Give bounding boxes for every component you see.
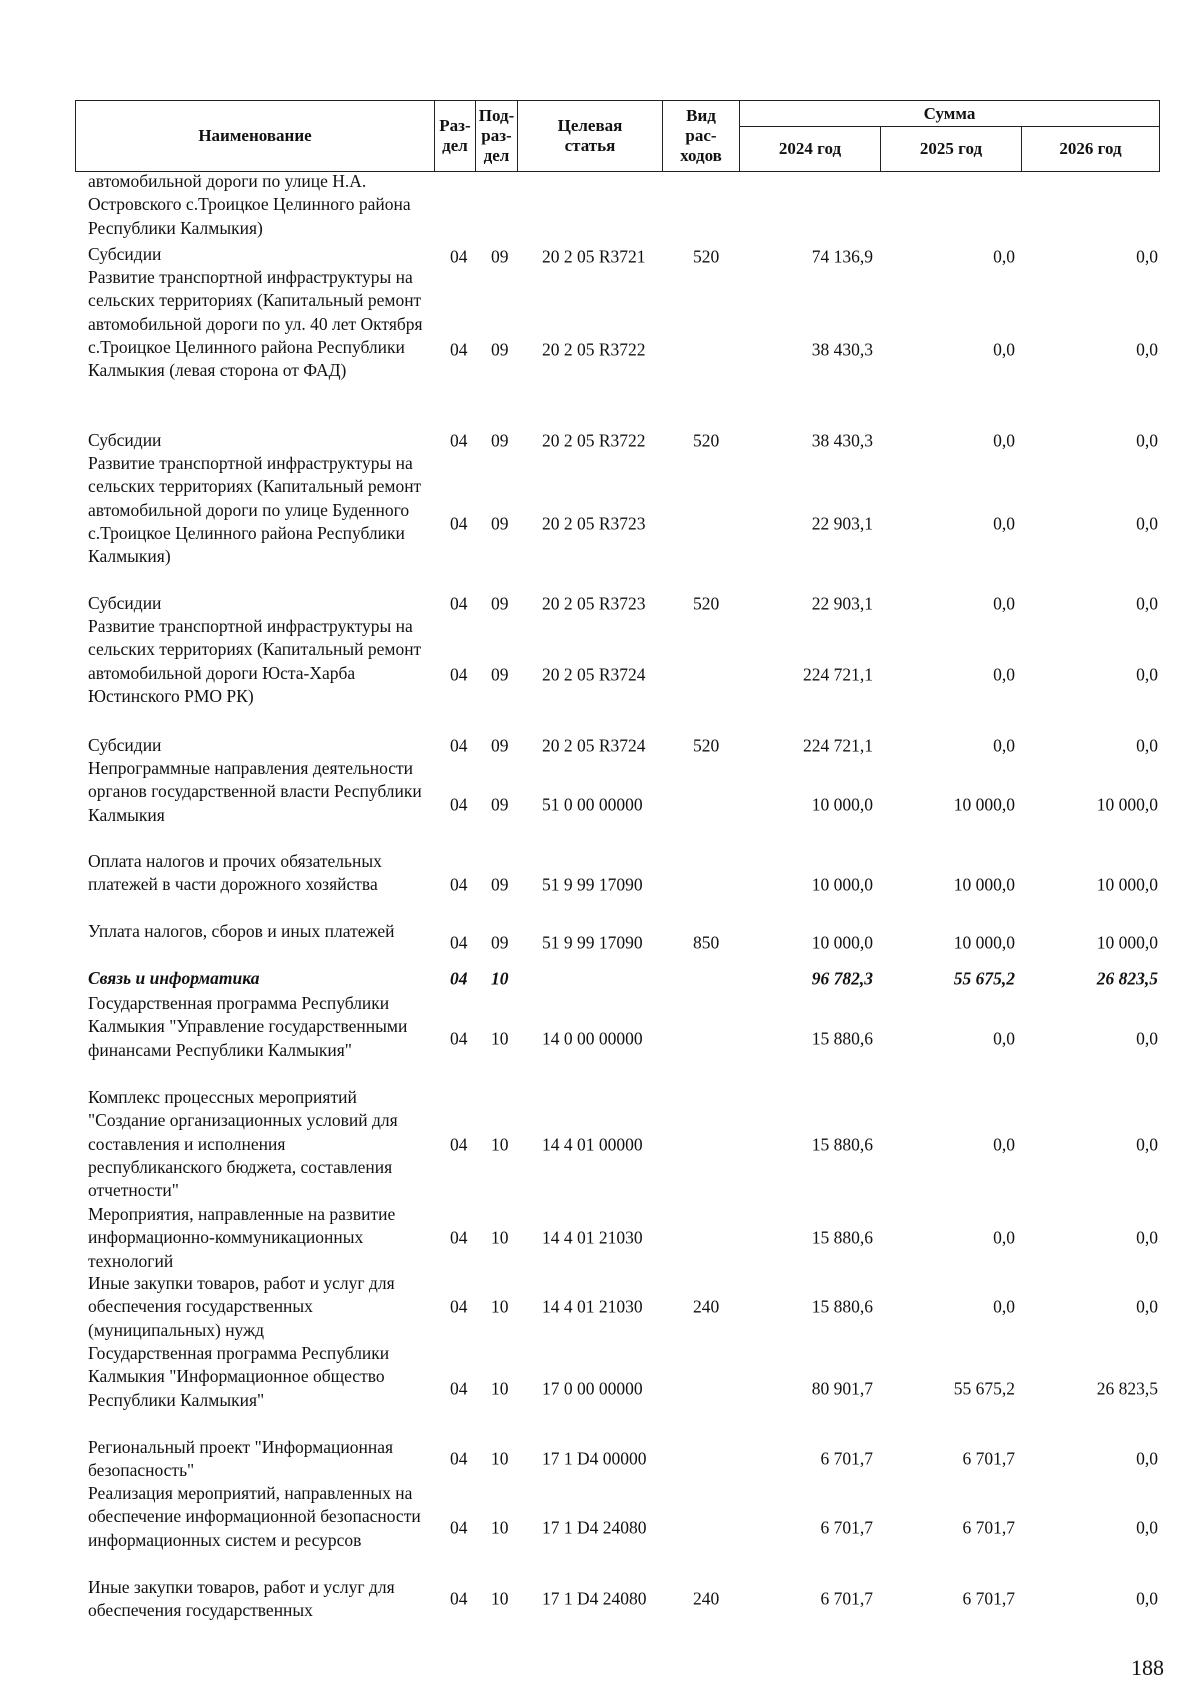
row-podrazdel: 10: [491, 1378, 509, 1399]
header-year-2024-text: 2024 год: [778, 138, 842, 158]
row-name: Иные закупки товаров, работ и услуг для обеспечения государственных (муниципальных) нужд: [88, 1273, 395, 1340]
row-sum-2024: 96 782,3: [811, 968, 873, 989]
row-sum-2026: 0,0: [1136, 1134, 1158, 1155]
row-name: Реализация мероприятий, направленных на обеспечение информационной безопасности информационных систем и ресурсов: [88, 1483, 421, 1550]
row-podrazdel: 10: [491, 1296, 509, 1317]
row-sum-2024: 74 136,9: [811, 246, 873, 267]
row-razdel: 04: [450, 1378, 468, 1399]
row-razdel: 04: [450, 1588, 468, 1609]
row-vid: 240: [693, 1296, 720, 1317]
row-podrazdel: 09: [491, 430, 509, 451]
row-sum-2024: 15 880,6: [811, 1296, 873, 1317]
row-sum-2026: 0,0: [1136, 1517, 1158, 1538]
row-celevaya: 14 4 01 21030: [542, 1227, 643, 1248]
row-celevaya: 14 4 01 21030: [542, 1296, 643, 1317]
row-name: Иные закупки товаров, работ и услуг для обеспечения государственных: [88, 1577, 395, 1621]
header-summa: [740, 101, 1159, 127]
row-sum-2025: 6 701,7: [962, 1588, 1015, 1609]
row-razdel: 04: [450, 794, 468, 815]
row-podrazdel: 09: [491, 874, 509, 895]
row-podrazdel: 09: [491, 932, 509, 953]
row-sum-2025: 0,0: [993, 1296, 1015, 1317]
row-sum-2024: 80 901,7: [811, 1378, 873, 1399]
row-razdel: 04: [450, 932, 468, 953]
header-vid-text: Вид рас- ходов: [680, 106, 722, 165]
row-sum-2025: 6 701,7: [962, 1448, 1015, 1469]
header-name: [76, 101, 435, 171]
row-sum-2024: 38 430,3: [811, 430, 873, 451]
row-sum-2026: 10 000,0: [1096, 932, 1158, 953]
header-podrazdel: [476, 101, 518, 171]
row-razdel: 04: [450, 874, 468, 895]
row-sum-2024: 6 701,7: [820, 1588, 873, 1609]
row-razdel: 04: [450, 1517, 468, 1538]
row-celevaya: 51 0 00 00000: [542, 794, 643, 815]
row-celevaya: 17 1 D4 00000: [542, 1448, 647, 1469]
row-sum-2025: 0,0: [993, 513, 1015, 534]
header-year-2026: [1022, 126, 1159, 171]
row-sum-2024: 10 000,0: [811, 932, 873, 953]
row-sum-2024: 224 721,1: [803, 664, 873, 685]
row-sum-2026: 0,0: [1136, 1296, 1158, 1317]
row-vid: 850: [693, 932, 720, 953]
row-name: Развитие транспортной инфраструктуры на сельских территориях (Капитальный ремонт автомобильной дороги Юста-Харба Юстинского РМО РК): [88, 616, 422, 706]
row-sum-2025: 0,0: [993, 246, 1015, 267]
row-razdel: 04: [450, 593, 468, 614]
table-header: [75, 100, 1160, 172]
row-sum-2026: 26 823,5: [1096, 1378, 1158, 1399]
row-sum-2026: 10 000,0: [1096, 874, 1158, 895]
row-podrazdel: 09: [491, 664, 509, 685]
row-vid: 240: [693, 1588, 720, 1609]
row-sum-2026: 0,0: [1136, 735, 1158, 756]
row-sum-2026: 0,0: [1136, 1227, 1158, 1248]
row-sum-2025: 6 701,7: [962, 1517, 1015, 1538]
row-celevaya: 17 1 D4 24080: [542, 1588, 647, 1609]
row-podrazdel: 09: [491, 794, 509, 815]
row-razdel: 04: [450, 1448, 468, 1469]
row-name: Комплекс процессных мероприятий "Создание организационных условий для составления и исполнения республиканского бюджета, составления отчетности": [88, 1087, 398, 1201]
row-name: Региональный проект "Информационная безопасность": [88, 1437, 394, 1481]
row-sum-2025: 10 000,0: [953, 874, 1015, 895]
row-sum-2024: 38 430,3: [811, 339, 873, 360]
row-sum-2026: 10 000,0: [1096, 794, 1158, 815]
row-sum-2026: 0,0: [1136, 339, 1158, 360]
row-sum-2024: 224 721,1: [803, 735, 873, 756]
row-razdel: 04: [450, 430, 468, 451]
row-sum-2026: 26 823,5: [1096, 968, 1158, 989]
row-sum-2024: 22 903,1: [811, 593, 873, 614]
row-celevaya: 20 2 05 R3722: [542, 430, 646, 451]
row-razdel: 04: [450, 1028, 468, 1049]
header-razdel-text: Раз- дел: [439, 116, 471, 155]
row-sum-2025: 10 000,0: [953, 932, 1015, 953]
row-sum-2026: 0,0: [1136, 1448, 1158, 1469]
row-name: Государственная программа Республики Калмыкия "Управление государственными финансами Республики Калмыкия": [88, 993, 408, 1060]
row-podrazdel: 09: [491, 513, 509, 534]
row-name: Субсидии: [88, 735, 162, 755]
row-sum-2024: 10 000,0: [811, 874, 873, 895]
row-celevaya: 17 0 00 00000: [542, 1378, 643, 1399]
row-sum-2024: 15 880,6: [811, 1227, 873, 1248]
row-name: Связь и информатика: [88, 968, 260, 988]
row-name: Развитие транспортной инфраструктуры на сельских территориях (Капитальный ремонт автомобильной дороги по ул. 40 лет Октября с.Троицкое Целинного района Республики Калмыкия (левая сторона от ФАД): [88, 267, 423, 381]
row-celevaya: 20 2 05 R3724: [542, 664, 646, 685]
row-razdel: 04: [450, 968, 468, 989]
row-razdel: 04: [450, 1296, 468, 1317]
row-sum-2025: 0,0: [993, 430, 1015, 451]
row-sum-2024: 22 903,1: [811, 513, 873, 534]
row-razdel: 04: [450, 1134, 468, 1155]
row-celevaya: 20 2 05 R3723: [542, 593, 646, 614]
row-sum-2025: 55 675,2: [953, 968, 1015, 989]
row-sum-2025: 10 000,0: [953, 794, 1015, 815]
row-podrazdel: 09: [491, 593, 509, 614]
row-sum-2025: 0,0: [993, 664, 1015, 685]
row-name: Субсидии: [88, 244, 162, 264]
row-razdel: 04: [450, 1227, 468, 1248]
row-podrazdel: 10: [491, 1134, 509, 1155]
row-razdel: 04: [450, 246, 468, 267]
row-podrazdel: 10: [491, 1028, 509, 1049]
row-vid: 520: [693, 735, 720, 756]
row-podrazdel: 09: [491, 339, 509, 360]
row-razdel: 04: [450, 339, 468, 360]
row-podrazdel: 09: [491, 735, 509, 756]
row-sum-2026: 0,0: [1136, 593, 1158, 614]
page-number: 188: [1131, 1655, 1164, 1680]
row-celevaya: 14 4 01 00000: [542, 1134, 643, 1155]
header-year-2026-text: 2026 год: [1059, 138, 1122, 158]
row-celevaya: 51 9 99 17090: [542, 932, 643, 953]
header-razdel: [435, 101, 476, 171]
row-celevaya: 17 1 D4 24080: [542, 1517, 647, 1538]
row-name: Государственная программа Республики Калмыкия "Информационное общество Республики Калмыкия": [88, 1343, 390, 1410]
row-name: автомобильной дороги по улице Н.А. Островского с.Троицкое Целинного района Республики Калмыкия): [88, 171, 411, 238]
header-summa-text: Сумма: [923, 103, 976, 123]
row-celevaya: 20 2 05 R3721: [542, 246, 646, 267]
row-celevaya: 51 9 99 17090: [542, 874, 643, 895]
row-sum-2025: 0,0: [993, 735, 1015, 756]
header-year-2025: [881, 126, 1022, 171]
row-sum-2025: 0,0: [993, 593, 1015, 614]
row-sum-2026: 0,0: [1136, 1588, 1158, 1609]
row-podrazdel: 10: [491, 1227, 509, 1248]
row-sum-2026: 0,0: [1136, 246, 1158, 267]
row-name: Непрограммные направления деятельности органов государственной власти Республики Калмыкия: [88, 758, 422, 825]
header-year-2024: [740, 126, 881, 171]
row-vid: 520: [693, 430, 720, 451]
row-podrazdel: 10: [491, 1517, 509, 1538]
row-sum-2025: 55 675,2: [953, 1378, 1015, 1399]
row-podrazdel: 10: [491, 1588, 509, 1609]
row-sum-2026: 0,0: [1136, 1028, 1158, 1049]
header-podrazdel-text: Под- раз- дел: [478, 106, 515, 165]
row-celevaya: 14 0 00 00000: [542, 1028, 643, 1049]
row-razdel: 04: [450, 513, 468, 534]
row-celevaya: 20 2 05 R3724: [542, 735, 646, 756]
row-sum-2025: 0,0: [993, 1134, 1015, 1155]
row-name: Уплата налогов, сборов и иных платежей: [88, 921, 395, 941]
row-name: Оплата налогов и прочих обязательных платежей в части дорожного хозяйства: [88, 851, 382, 895]
row-sum-2024: 6 701,7: [820, 1517, 873, 1538]
row-sum-2024: 15 880,6: [811, 1134, 873, 1155]
header-celevaya: [518, 101, 663, 171]
row-razdel: 04: [450, 735, 468, 756]
row-sum-2024: 10 000,0: [811, 794, 873, 815]
row-celevaya: 20 2 05 R3722: [542, 339, 646, 360]
row-razdel: 04: [450, 664, 468, 685]
row-name: Развитие транспортной инфраструктуры на сельских территориях (Капитальный ремонт автомобильной дороги по улице Буденного с.Троицкое Целинного района Республики Калмыкия): [88, 453, 422, 567]
row-sum-2026: 0,0: [1136, 430, 1158, 451]
row-sum-2025: 0,0: [993, 1227, 1015, 1248]
row-vid: 520: [693, 593, 720, 614]
row-sum-2026: 0,0: [1136, 664, 1158, 685]
row-sum-2024: 6 701,7: [820, 1448, 873, 1469]
header-celevaya-text: Целевая статья: [557, 116, 623, 155]
header-year-2025-text: 2025 год: [919, 138, 983, 158]
row-name: Мероприятия, направленные на развитие информационно-коммуникационных технологий: [88, 1204, 396, 1271]
row-celevaya: 20 2 05 R3723: [542, 513, 646, 534]
header-name-text: Наименование: [198, 126, 312, 145]
row-vid: 520: [693, 246, 720, 267]
row-sum-2024: 15 880,6: [811, 1028, 873, 1049]
row-podrazdel: 10: [491, 1448, 509, 1469]
row-sum-2025: 0,0: [993, 1028, 1015, 1049]
row-name: Субсидии: [88, 430, 162, 450]
row-name: Субсидии: [88, 593, 162, 613]
row-podrazdel: 10: [491, 968, 509, 989]
row-podrazdel: 09: [491, 246, 509, 267]
row-sum-2026: 0,0: [1136, 513, 1158, 534]
row-sum-2025: 0,0: [993, 339, 1015, 360]
header-vid: [663, 101, 740, 171]
